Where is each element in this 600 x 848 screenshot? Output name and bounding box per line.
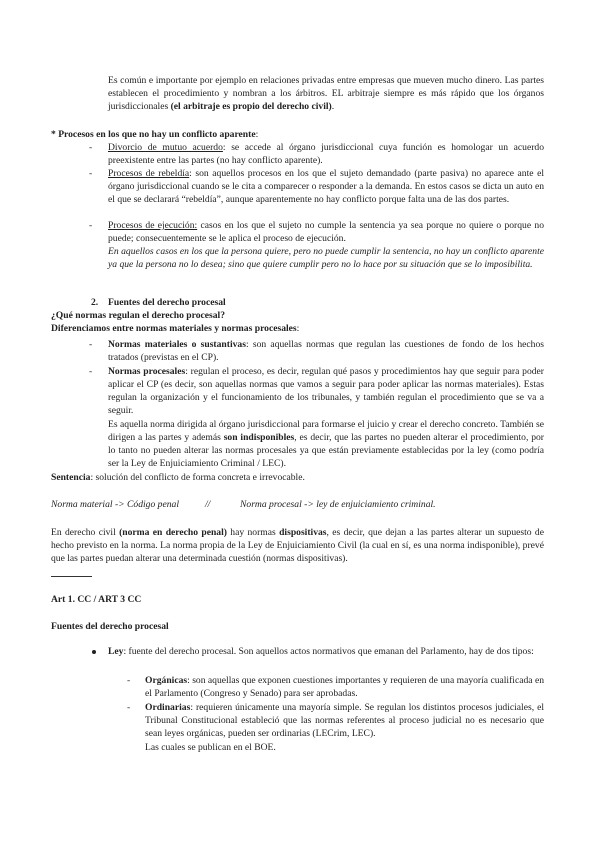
dash-bullet: - xyxy=(89,220,93,231)
section-title: Fuentes del derecho procesal xyxy=(108,297,226,308)
dash-bullet: - xyxy=(89,339,93,350)
dash-bullet: - xyxy=(89,366,93,377)
list-item-ley: Ley: fuente del derecho procesal. Son aquellos actos normativos que emanan del Parlamento, hay de dos tipos: xyxy=(108,646,534,657)
no-conflict-heading: * Procesos en los que no hay un conflicto aparente: xyxy=(51,129,259,140)
list-item-normas-procesales: Normas procesales: regulan el proceso, es decir, regulan qué pasos y procedimientos hay que seguir para poder aplicar el CP (es decir, son aquellas normas que vamos a seguir para poder aplicar las normas materiales). Estas regulan la organización y el funcionamiento de los tribunales, y también regulan el procedimiento que se va a seguir. xyxy=(108,366,544,416)
derecho-civil-paragraph: En derecho civil (norma en derecho penal) hay normas dispositivas, es decir, que dejan a las partes alterar un supuesto de hecho previsto en la norma. La norma propia de la Ley de Enjuiciamiento Civil (la cual en sí, es una norma indisponible), prevé que las partes puedan alterar una determinada cuestión (normas dispositivas). xyxy=(51,527,544,564)
dash-bullet: - xyxy=(127,675,131,686)
sentencia-definition: Sentencia: solución del conflicto de forma concreta e irrevocable. xyxy=(51,472,305,483)
fuentes-heading: Fuentes del derecho procesal xyxy=(51,621,169,632)
arbitration-text: Es común e importante por ejemplo en relaciones privadas entre empresas que mueven mucho dinero. Las partes establecen el procedimiento y nombran a los árbitros. EL arbitraje siempre es más rápido que los órganos jurisdiccionales xyxy=(108,75,544,112)
list-item-divorcio: Divorcio de mutuo acuerdo: se accede al órgano jurisdiccional cuya función es homologar un acuerdo preexistente entre las partes (no hay conflicto aparente). xyxy=(108,142,544,166)
dash-bullet: - xyxy=(89,168,93,179)
list-item-ordinarias: Ordinarias: requieren únicamente una mayoría simple. Se regulan los distintos procesos judiciales, el Tribunal Constitucional estableció que las normas referentes al proceso judicial no es necesario que sean leyes orgánicas, pueden ser ordinarias (LECrim, LEC). xyxy=(145,702,544,739)
dash-bullet: - xyxy=(127,702,131,713)
norma-separator: // xyxy=(205,499,211,510)
list-item-ejecucion: Procesos de ejecución: casos en los que el sujeto no cumple la sentencia ya sea porque no quiere o porque no puede; consecuentemente se le aplica el proceso de ejecución. xyxy=(108,220,544,244)
dash-bullet: - xyxy=(89,142,93,153)
arbitration-paragraph: Es común e importante por ejemplo en relaciones privadas entre empresas que mueven mucho dinero. Las partes establecen el procedimiento y nombran a los árbitros. EL arbitraje siempre es más rápido que los órganos jurisdiccionales (el arbitraje es propio del derecho civil). xyxy=(108,75,544,112)
norma-material-note: Norma material -> Código penal xyxy=(51,499,179,510)
diff-heading: Diferenciamos entre normas materiales y normas procesales: xyxy=(51,323,300,334)
bullet-dot-icon xyxy=(92,650,96,654)
norma-procesal-note: Norma procesal -> ley de enjuiciamiento criminal. xyxy=(240,499,436,510)
article-reference: Art 1. CC / ART 3 CC xyxy=(51,594,142,605)
ejecucion-italic-note: En aquellos casos en los que la persona quiere, pero no puede cumplir la sentencia, no hay un conflicto aparente ya que la persona no lo desea; sino que quiere cumplir pero no lo hace por su situación que se lo imposibilita. xyxy=(108,246,544,270)
list-item-normas-materiales: Normas materiales o sustantivas: son aquellas normas que regulan las cuestiones de fondo de los hechos tratados (previstas en el CP). xyxy=(108,339,544,363)
list-item-rebeldia: Procesos de rebeldía: son aquellos procesos en los que el sujeto demandado (parte pasiva) no aparece ante el órgano jurisdiccional cuando se le cita a comparecer o responder a la demanda. En estos casos se dicta un auto en el que se declarará “rebeldía”, aunque aparentemente no hay conflicto porque falta una de las dos partes. xyxy=(108,168,544,205)
list-item-organicas: Orgánicas: son aquellas que exponen cuestiones importantes y requieren de una mayoría cualificada en el Parlamento (Congreso y Senado) para ser aprobadas. xyxy=(145,675,544,699)
arbitration-bold-note: (el arbitraje es propio del derecho civil) xyxy=(170,100,332,112)
section-number: 2. xyxy=(91,297,99,308)
procesales-extra-paragraph: Es aquella norma dirigida al órgano jurisdiccional para formarse el juicio y crear el derecho concreto. También se dirigen a las partes y además son indisponibles, es decir, que las partes no pueden alterar el procedimiento, por lo tanto no pueden alterar las normas procesales ya que están previamente establecidas por la ley (como podría ser la Ley de Enjuiciamiento Criminal / LEC). xyxy=(108,419,544,469)
question-heading: ¿Qué normas regulan el derecho procesal? xyxy=(51,310,226,321)
horizontal-divider xyxy=(51,576,92,577)
boe-note: Las cuales se publican en el BOE. xyxy=(145,742,276,753)
